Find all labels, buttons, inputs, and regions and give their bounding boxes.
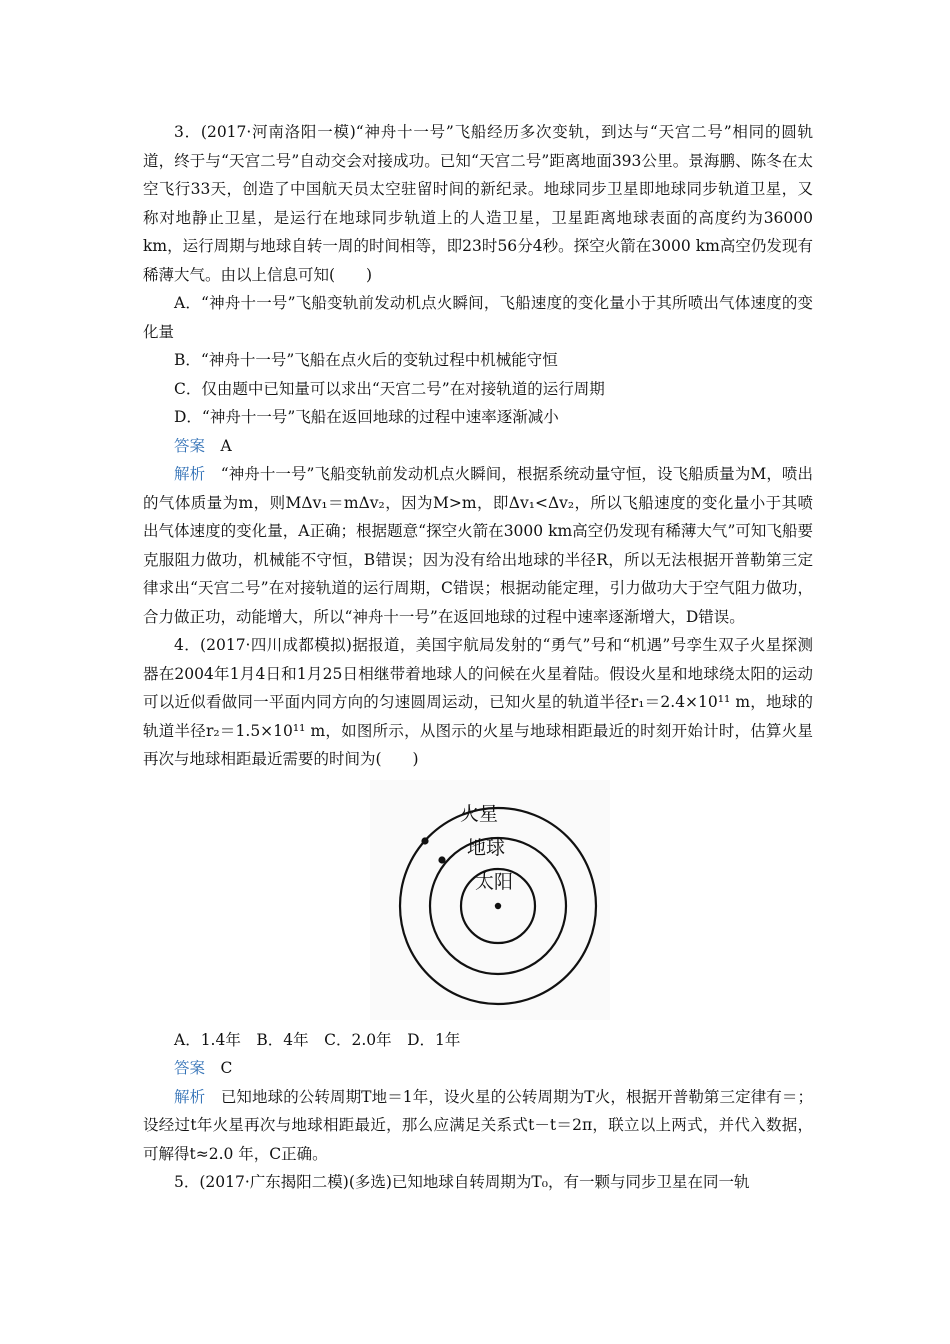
- q4-options: A．1.4年 B．4年 C．2.0年 D．1年: [174, 1030, 461, 1049]
- mars-planet: [421, 837, 428, 844]
- q3-option-b: B．“神舟十一号”飞船在点火后的变轨过程中机械能守恒: [174, 351, 558, 369]
- q3-option-d: D．“神舟十一号”飞船在返回地球的过程中速率逐渐减小: [174, 408, 559, 426]
- q3-analysis-label: 解析: [174, 465, 206, 483]
- q4-analysis-label: 解析: [174, 1087, 206, 1106]
- orbit-diagram: [370, 780, 610, 1020]
- earth-label: 地球: [467, 836, 506, 859]
- sun-label: 太阳: [475, 870, 514, 893]
- mars-label: 火星: [460, 802, 499, 825]
- earth-planet: [438, 856, 445, 863]
- sun-center-dot: [495, 902, 501, 908]
- q3-option-a: A．“神舟十一号”飞船变轨前发动机点火瞬间，飞船速度的变化量小于其所喷出气体速度的变化量: [143, 294, 813, 341]
- q3-stem: 3．(2017·河南洛阳一模)“神舟十一号”飞船经历多次变轨，到达与“天宫二号”相同的圆轨道，终于与“天宫二号”自动交会对接成功。已知“天宫二号”距离地面393公里。景海鹏、陈冬在太空飞行33天，创造了中国航天员太空驻留时间的新纪录。地球同步卫星即地球同步轨道卫星，又称对地静止卫星，是运行在地球同步轨道上的人造卫星，卫星距离地球表面的高度约为36000 km，运行周期与地球自转一周的时间相等，即23时56分4秒。探空火箭在3000 km高空仍发现有稀薄大气。由以上信息可知( ): [143, 123, 813, 284]
- q4-analysis-line: [143, 1083, 813, 1169]
- q4-answer: C: [220, 1059, 233, 1077]
- q4-answer-line: [143, 1054, 813, 1083]
- q3-answer-line: [143, 432, 813, 461]
- q3-analysis-line: [143, 460, 813, 631]
- q3-answer-label: 答案: [174, 436, 206, 455]
- q3-option-c: C．仅由题中已知量可以求出“天宫二号”在对接轨道的运行周期: [174, 379, 605, 398]
- content-column: [143, 118, 813, 1197]
- q3-answer: A: [220, 436, 232, 455]
- q4-stem: 4．(2017·四川成都模拟)据报道，美国宇航局发射的“勇气”号和“机遇”号孪生双子火星探测器在2004年1月4日和1月25日相继带着地球人的问候在火星着陆。假设火星和地球绕太阳的运动可以近似看做同一平面内同方向的匀速圆周运动，已知火星的轨道半径r₁＝2.4×10¹¹ m，地球的轨道半径r₂＝1.5×10¹¹ m，如图所示，从图示的火星与地球相距最近的时刻开始计时，估算火星再次与地球相距最近需要的时间为( ): [143, 636, 813, 768]
- q3-analysis: “神舟十一号”飞船变轨前发动机点火瞬间，根据系统动量守恒，设飞船质量为M，喷出的气体质量为m，则MΔv₁＝mΔv₂，因为M>m，即Δv₁<Δv₂，所以飞船速度的变化量小于其喷出气体速度的变化量，A正确；根据题意“探空火箭在3000 km高空仍发现有稀薄大气”可知飞船要克服阻力做功，机械能不守恒，B错误；因为没有给出地球的半径R，所以无法根据开普勒第三定律求出“天宫二号”在对接轨道的运行周期，C错误；根据动能定理，引力做功大于空气阻力做功，合力做正功，动能增大，所以“神舟十一号”在返回地球的过程中速率逐渐增大，D错误。: [143, 465, 813, 626]
- q4-analysis: 已知地球的公转周期T地＝1年，设火星的公转周期为T火，根据开普勒第三定律有＝；设经过t年火星再次与地球相距最近，那么应满足关系式t－t＝2π，联立以上两式，并代入数据，可解得t≈2.0 年，C正确。: [143, 1087, 813, 1163]
- q5-stem: 5．(2017·广东揭阳二模)(多选)已知地球自转周期为T₀，有一颗与同步卫星在同一轨: [174, 1173, 750, 1191]
- q4-answer-label: 答案: [174, 1059, 206, 1077]
- orbit-figure: [143, 780, 813, 1020]
